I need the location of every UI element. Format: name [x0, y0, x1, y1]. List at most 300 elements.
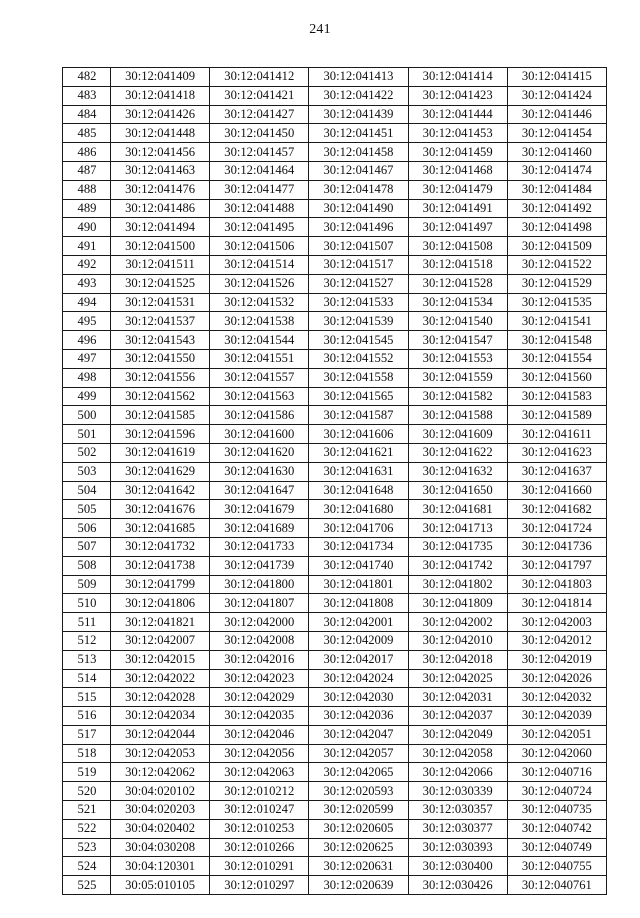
cadastral-number-cell: 30:12:041511 — [111, 255, 210, 274]
row-number-cell: 484 — [63, 105, 111, 124]
cadastral-number-cell: 30:12:041537 — [111, 312, 210, 331]
cadastral-number-cell: 30:12:041799 — [111, 575, 210, 594]
table-row — [63, 763, 607, 782]
cadastral-number-cell: 30:12:041660 — [507, 481, 606, 500]
row-number-cell: 495 — [63, 312, 111, 331]
cadastral-number-cell: 30:12:041418 — [111, 86, 210, 105]
cadastral-number-cell: 30:12:041540 — [408, 312, 507, 331]
row-number-cell: 494 — [63, 293, 111, 312]
cadastral-number-cell: 30:12:041680 — [309, 500, 408, 519]
cadastral-number-cell: 30:12:042029 — [210, 688, 309, 707]
row-number-cell: 518 — [63, 744, 111, 763]
cadastral-number-cell: 30:12:041474 — [507, 161, 606, 180]
cadastral-number-cell: 30:12:042060 — [507, 744, 606, 763]
cadastral-number-cell: 30:12:020605 — [309, 819, 408, 838]
cadastral-number-cell: 30:12:041559 — [408, 368, 507, 387]
cadastral-number-cell: 30:04:120301 — [111, 857, 210, 876]
table-row — [63, 293, 607, 312]
table-row — [63, 349, 607, 368]
cadastral-number-cell: 30:12:042058 — [408, 744, 507, 763]
cadastral-number-cell: 30:12:042007 — [111, 631, 210, 650]
table-row — [63, 105, 607, 124]
cadastral-number-cell: 30:12:041541 — [507, 312, 606, 331]
cadastral-number-cell: 30:12:041800 — [210, 575, 309, 594]
cadastral-number-cell: 30:12:041586 — [210, 406, 309, 425]
row-number-cell: 503 — [63, 462, 111, 481]
cadastral-number-cell: 30:12:040749 — [507, 838, 606, 857]
cadastral-number-cell: 30:12:030400 — [408, 857, 507, 876]
cadastral-number-cell: 30:12:041821 — [111, 613, 210, 632]
cadastral-number-cell: 30:12:041427 — [210, 105, 309, 124]
cadastral-number-cell: 30:05:010105 — [111, 876, 210, 895]
cadastral-number-cell: 30:12:041527 — [309, 274, 408, 293]
cadastral-number-cell: 30:12:030393 — [408, 838, 507, 857]
row-number-cell: 489 — [63, 199, 111, 218]
cadastral-number-cell: 30:12:041457 — [210, 143, 309, 162]
row-number-cell: 485 — [63, 124, 111, 143]
cadastral-number-cell: 30:12:042026 — [507, 669, 606, 688]
table-row — [63, 575, 607, 594]
cadastral-number-cell: 30:12:041588 — [408, 406, 507, 425]
table-row — [63, 143, 607, 162]
cadastral-number-cell: 30:12:042022 — [111, 669, 210, 688]
cadastral-number-cell: 30:12:042019 — [507, 650, 606, 669]
cadastral-number-cell: 30:12:020625 — [309, 838, 408, 857]
cadastral-number-cell: 30:12:041529 — [507, 274, 606, 293]
cadastral-number-cell: 30:12:041809 — [408, 594, 507, 613]
row-number-cell: 517 — [63, 725, 111, 744]
row-number-cell: 493 — [63, 274, 111, 293]
cadastral-number-cell: 30:12:041740 — [309, 556, 408, 575]
cadastral-number-cell: 30:12:042001 — [309, 613, 408, 632]
cadastral-number-cell: 30:12:042023 — [210, 669, 309, 688]
cadastral-number-cell: 30:12:041412 — [210, 68, 309, 87]
cadastral-number-cell: 30:12:041539 — [309, 312, 408, 331]
cadastral-number-cell: 30:12:040755 — [507, 857, 606, 876]
table-row — [63, 707, 607, 726]
cadastral-number-cell: 30:12:041682 — [507, 500, 606, 519]
cadastral-number-cell: 30:12:041424 — [507, 86, 606, 105]
cadastral-number-cell: 30:12:042032 — [507, 688, 606, 707]
cadastral-number-cell: 30:12:041551 — [210, 349, 309, 368]
row-number-cell: 492 — [63, 255, 111, 274]
row-number-cell: 487 — [63, 161, 111, 180]
row-number-cell: 521 — [63, 801, 111, 820]
cadastral-number-cell: 30:12:041609 — [408, 425, 507, 444]
cadastral-number-cell: 30:12:041532 — [210, 293, 309, 312]
cadastral-number-cell: 30:12:041814 — [507, 594, 606, 613]
cadastral-number-cell: 30:12:041738 — [111, 556, 210, 575]
cadastral-number-cell: 30:12:041450 — [210, 124, 309, 143]
cadastral-number-cell: 30:12:041732 — [111, 537, 210, 556]
cadastral-number-cell: 30:12:042034 — [111, 707, 210, 726]
cadastral-number-cell: 30:12:041479 — [408, 180, 507, 199]
cadastral-number-cell: 30:12:041490 — [309, 199, 408, 218]
table-row — [63, 312, 607, 331]
cadastral-number-cell: 30:12:041562 — [111, 387, 210, 406]
table-row — [63, 500, 607, 519]
cadastral-number-cell: 30:12:042016 — [210, 650, 309, 669]
cadastral-number-cell: 30:12:041631 — [309, 462, 408, 481]
cadastral-number-cell: 30:12:041550 — [111, 349, 210, 368]
cadastral-number-cell: 30:12:042049 — [408, 725, 507, 744]
cadastral-number-cell: 30:12:020593 — [309, 782, 408, 801]
cadastral-number-cell: 30:12:041689 — [210, 519, 309, 538]
cadastral-number-cell: 30:12:041685 — [111, 519, 210, 538]
cadastral-number-cell: 30:12:042053 — [111, 744, 210, 763]
cadastral-number-cell: 30:12:041534 — [408, 293, 507, 312]
table-row — [63, 782, 607, 801]
cadastral-number-cell: 30:12:041622 — [408, 443, 507, 462]
cadastral-number-cell: 30:12:010247 — [210, 801, 309, 820]
cadastral-number-cell: 30:12:041409 — [111, 68, 210, 87]
cadastral-number-cell: 30:12:041647 — [210, 481, 309, 500]
cadastral-number-cell: 30:12:010212 — [210, 782, 309, 801]
table-row — [63, 725, 607, 744]
cadastral-number-cell: 30:12:042017 — [309, 650, 408, 669]
cadastral-number-cell: 30:12:042015 — [111, 650, 210, 669]
table-row — [63, 462, 607, 481]
table-row — [63, 876, 607, 895]
cadastral-number-cell: 30:12:041544 — [210, 331, 309, 350]
cadastral-number-cell: 30:12:041448 — [111, 124, 210, 143]
cadastral-number-cell: 30:12:041676 — [111, 500, 210, 519]
cadastral-number-cell: 30:12:040761 — [507, 876, 606, 895]
cadastral-number-cell: 30:12:041526 — [210, 274, 309, 293]
cadastral-number-cell: 30:12:041557 — [210, 368, 309, 387]
cadastral-number-cell: 30:12:041560 — [507, 368, 606, 387]
cadastral-number-cell: 30:12:041679 — [210, 500, 309, 519]
cadastral-number-cell: 30:12:041423 — [408, 86, 507, 105]
cadastral-number-cell: 30:12:041558 — [309, 368, 408, 387]
cadastral-number-cell: 30:12:042051 — [507, 725, 606, 744]
cadastral-number-cell: 30:12:041706 — [309, 519, 408, 538]
cadastral-number-cell: 30:12:042010 — [408, 631, 507, 650]
cadastral-number-cell: 30:12:041458 — [309, 143, 408, 162]
cadastral-number-cell: 30:12:041552 — [309, 349, 408, 368]
cadastral-number-cell: 30:12:040742 — [507, 819, 606, 838]
cadastral-number-cell: 30:12:041637 — [507, 462, 606, 481]
cadastral-number-cell: 30:12:041585 — [111, 406, 210, 425]
cadastral-number-cell: 30:12:042035 — [210, 707, 309, 726]
cadastral-number-cell: 30:12:041421 — [210, 86, 309, 105]
cadastral-number-cell: 30:12:041548 — [507, 331, 606, 350]
cadastral-number-cell: 30:12:041797 — [507, 556, 606, 575]
cadastral-number-cell: 30:12:042012 — [507, 631, 606, 650]
cadastral-number-cell: 30:12:042047 — [309, 725, 408, 744]
table-row — [63, 124, 607, 143]
cadastral-number-cell: 30:12:042057 — [309, 744, 408, 763]
row-number-cell: 524 — [63, 857, 111, 876]
cadastral-number-cell: 30:12:042037 — [408, 707, 507, 726]
cadastral-number-cell: 30:12:030377 — [408, 819, 507, 838]
cadastral-number-cell: 30:12:041456 — [111, 143, 210, 162]
table-row — [63, 443, 607, 462]
cadastral-number-cell: 30:12:041734 — [309, 537, 408, 556]
cadastral-number-cell: 30:12:041508 — [408, 237, 507, 256]
cadastral-number-cell: 30:12:041630 — [210, 462, 309, 481]
cadastral-number-cell: 30:12:041611 — [507, 425, 606, 444]
table-row — [63, 801, 607, 820]
cadastral-number-cell: 30:12:041451 — [309, 124, 408, 143]
cadastral-number-cell: 30:12:040735 — [507, 801, 606, 820]
cadastral-number-cell: 30:12:041543 — [111, 331, 210, 350]
row-number-cell: 496 — [63, 331, 111, 350]
cadastral-number-cell: 30:12:042003 — [507, 613, 606, 632]
cadastral-number-cell: 30:12:041733 — [210, 537, 309, 556]
table-row — [63, 519, 607, 538]
cadastral-number-cell: 30:12:041484 — [507, 180, 606, 199]
cadastral-number-cell: 30:12:041507 — [309, 237, 408, 256]
cadastral-table — [62, 67, 607, 895]
cadastral-number-cell: 30:12:030426 — [408, 876, 507, 895]
cadastral-number-cell: 30:12:041476 — [111, 180, 210, 199]
cadastral-number-cell: 30:12:041518 — [408, 255, 507, 274]
cadastral-number-cell: 30:12:041478 — [309, 180, 408, 199]
cadastral-number-cell: 30:12:041620 — [210, 443, 309, 462]
cadastral-number-cell: 30:12:020599 — [309, 801, 408, 820]
row-number-cell: 497 — [63, 349, 111, 368]
cadastral-number-cell: 30:12:041459 — [408, 143, 507, 162]
cadastral-number-cell: 30:12:042044 — [111, 725, 210, 744]
table-row — [63, 631, 607, 650]
cadastral-number-cell: 30:12:041492 — [507, 199, 606, 218]
row-number-cell: 513 — [63, 650, 111, 669]
cadastral-number-cell: 30:12:041468 — [408, 161, 507, 180]
table-row — [63, 161, 607, 180]
cadastral-number-cell: 30:12:042066 — [408, 763, 507, 782]
page-number: 241 — [309, 22, 331, 37]
cadastral-number-cell: 30:12:041621 — [309, 443, 408, 462]
table-row — [63, 331, 607, 350]
row-number-cell: 509 — [63, 575, 111, 594]
cadastral-number-cell: 30:12:041629 — [111, 462, 210, 481]
table-row — [63, 368, 607, 387]
cadastral-number-cell: 30:12:041547 — [408, 331, 507, 350]
cadastral-number-cell: 30:04:030208 — [111, 838, 210, 857]
cadastral-number-cell: 30:04:020203 — [111, 801, 210, 820]
row-number-cell: 501 — [63, 425, 111, 444]
cadastral-number-cell: 30:12:041632 — [408, 462, 507, 481]
cadastral-number-cell: 30:12:041439 — [309, 105, 408, 124]
table-row — [63, 274, 607, 293]
cadastral-number-cell: 30:04:020102 — [111, 782, 210, 801]
row-number-cell: 525 — [63, 876, 111, 895]
cadastral-number-cell: 30:12:041413 — [309, 68, 408, 87]
cadastral-number-cell: 30:12:041495 — [210, 218, 309, 237]
cadastral-number-cell: 30:12:041514 — [210, 255, 309, 274]
row-number-cell: 490 — [63, 218, 111, 237]
cadastral-number-cell: 30:12:041739 — [210, 556, 309, 575]
cadastral-number-cell: 30:12:020639 — [309, 876, 408, 895]
cadastral-number-cell: 30:12:041498 — [507, 218, 606, 237]
row-number-cell: 507 — [63, 537, 111, 556]
cadastral-number-cell: 30:12:041596 — [111, 425, 210, 444]
table-row — [63, 838, 607, 857]
row-number-cell: 514 — [63, 669, 111, 688]
cadastral-number-cell: 30:12:041724 — [507, 519, 606, 538]
cadastral-number-cell: 30:12:041477 — [210, 180, 309, 199]
cadastral-number-cell: 30:12:041415 — [507, 68, 606, 87]
cadastral-number-cell: 30:12:041556 — [111, 368, 210, 387]
cadastral-number-cell: 30:12:041467 — [309, 161, 408, 180]
cadastral-number-cell: 30:12:041444 — [408, 105, 507, 124]
table-row — [63, 218, 607, 237]
cadastral-number-cell: 30:12:041801 — [309, 575, 408, 594]
row-number-cell: 500 — [63, 406, 111, 425]
cadastral-number-cell: 30:12:041486 — [111, 199, 210, 218]
table-row — [63, 744, 607, 763]
cadastral-number-cell: 30:12:041606 — [309, 425, 408, 444]
cadastral-number-cell: 30:12:041648 — [309, 481, 408, 500]
cadastral-number-cell: 30:12:041533 — [309, 293, 408, 312]
row-number-cell: 515 — [63, 688, 111, 707]
cadastral-number-cell: 30:12:042000 — [210, 613, 309, 632]
row-number-cell: 523 — [63, 838, 111, 857]
table-row — [63, 68, 607, 87]
cadastral-number-cell: 30:12:010291 — [210, 857, 309, 876]
cadastral-number-cell: 30:12:041736 — [507, 537, 606, 556]
cadastral-number-cell: 30:12:041414 — [408, 68, 507, 87]
cadastral-table-container — [62, 67, 607, 895]
cadastral-number-cell: 30:12:041491 — [408, 199, 507, 218]
cadastral-number-cell: 30:12:040716 — [507, 763, 606, 782]
row-number-cell: 508 — [63, 556, 111, 575]
cadastral-number-cell: 30:12:010253 — [210, 819, 309, 838]
cadastral-number-cell: 30:12:042024 — [309, 669, 408, 688]
table-row — [63, 819, 607, 838]
cadastral-number-cell: 30:12:041538 — [210, 312, 309, 331]
cadastral-number-cell: 30:12:041642 — [111, 481, 210, 500]
table-row — [63, 425, 607, 444]
cadastral-number-cell: 30:12:041454 — [507, 124, 606, 143]
cadastral-number-cell: 30:12:041463 — [111, 161, 210, 180]
cadastral-number-cell: 30:12:041497 — [408, 218, 507, 237]
cadastral-number-cell: 30:12:030357 — [408, 801, 507, 820]
table-row — [63, 406, 607, 425]
cadastral-number-cell: 30:12:041545 — [309, 331, 408, 350]
cadastral-number-cell: 30:12:042025 — [408, 669, 507, 688]
table-row — [63, 237, 607, 256]
cadastral-number-cell: 30:12:041742 — [408, 556, 507, 575]
row-number-cell: 486 — [63, 143, 111, 162]
cadastral-number-cell: 30:12:041525 — [111, 274, 210, 293]
cadastral-number-cell: 30:12:041426 — [111, 105, 210, 124]
cadastral-number-cell: 30:12:042065 — [309, 763, 408, 782]
cadastral-number-cell: 30:12:041650 — [408, 481, 507, 500]
row-number-cell: 499 — [63, 387, 111, 406]
cadastral-number-cell: 30:12:041453 — [408, 124, 507, 143]
cadastral-number-cell: 30:12:041500 — [111, 237, 210, 256]
cadastral-number-cell: 30:12:041422 — [309, 86, 408, 105]
cadastral-number-cell: 30:12:030339 — [408, 782, 507, 801]
cadastral-number-cell: 30:12:041803 — [507, 575, 606, 594]
cadastral-number-cell: 30:12:041517 — [309, 255, 408, 274]
row-number-cell: 502 — [63, 443, 111, 462]
table-row — [63, 650, 607, 669]
cadastral-number-cell: 30:12:042028 — [111, 688, 210, 707]
row-number-cell: 498 — [63, 368, 111, 387]
cadastral-number-cell: 30:12:041681 — [408, 500, 507, 519]
row-number-cell: 505 — [63, 500, 111, 519]
cadastral-number-cell: 30:12:041494 — [111, 218, 210, 237]
row-number-cell: 516 — [63, 707, 111, 726]
table-row — [63, 481, 607, 500]
cadastral-number-cell: 30:12:041623 — [507, 443, 606, 462]
cadastral-number-cell: 30:12:042008 — [210, 631, 309, 650]
row-number-cell: 512 — [63, 631, 111, 650]
cadastral-number-cell: 30:12:041446 — [507, 105, 606, 124]
cadastral-number-cell: 30:12:042063 — [210, 763, 309, 782]
table-row — [63, 255, 607, 274]
cadastral-number-cell: 30:12:041554 — [507, 349, 606, 368]
cadastral-number-cell: 30:12:040724 — [507, 782, 606, 801]
cadastral-number-cell: 30:12:042046 — [210, 725, 309, 744]
cadastral-number-cell: 30:12:041522 — [507, 255, 606, 274]
cadastral-number-cell: 30:12:041589 — [507, 406, 606, 425]
cadastral-number-cell: 30:12:041619 — [111, 443, 210, 462]
cadastral-number-cell: 30:12:041582 — [408, 387, 507, 406]
cadastral-number-cell: 30:12:041600 — [210, 425, 309, 444]
cadastral-number-cell: 30:04:020402 — [111, 819, 210, 838]
cadastral-number-cell: 30:12:041506 — [210, 237, 309, 256]
cadastral-number-cell: 30:12:041802 — [408, 575, 507, 594]
row-number-cell: 482 — [63, 68, 111, 87]
row-number-cell: 488 — [63, 180, 111, 199]
cadastral-number-cell: 30:12:042062 — [111, 763, 210, 782]
cadastral-number-cell: 30:12:041587 — [309, 406, 408, 425]
cadastral-number-cell: 30:12:041553 — [408, 349, 507, 368]
cadastral-number-cell: 30:12:010266 — [210, 838, 309, 857]
table-body — [63, 68, 607, 895]
cadastral-number-cell: 30:12:041583 — [507, 387, 606, 406]
cadastral-number-cell: 30:12:010297 — [210, 876, 309, 895]
cadastral-number-cell: 30:12:041807 — [210, 594, 309, 613]
table-row — [63, 688, 607, 707]
cadastral-number-cell: 30:12:042031 — [408, 688, 507, 707]
cadastral-number-cell: 30:12:041565 — [309, 387, 408, 406]
table-row — [63, 594, 607, 613]
cadastral-number-cell: 30:12:041713 — [408, 519, 507, 538]
cadastral-number-cell: 30:12:041735 — [408, 537, 507, 556]
cadastral-number-cell: 30:12:041488 — [210, 199, 309, 218]
cadastral-number-cell: 30:12:042036 — [309, 707, 408, 726]
cadastral-number-cell: 30:12:041535 — [507, 293, 606, 312]
row-number-cell: 510 — [63, 594, 111, 613]
row-number-cell: 506 — [63, 519, 111, 538]
cadastral-number-cell: 30:12:042039 — [507, 707, 606, 726]
cadastral-number-cell: 30:12:042018 — [408, 650, 507, 669]
cadastral-number-cell: 30:12:041806 — [111, 594, 210, 613]
table-row — [63, 86, 607, 105]
row-number-cell: 511 — [63, 613, 111, 632]
table-row — [63, 537, 607, 556]
row-number-cell: 522 — [63, 819, 111, 838]
cadastral-number-cell: 30:12:041464 — [210, 161, 309, 180]
cadastral-number-cell: 30:12:042056 — [210, 744, 309, 763]
table-row — [63, 556, 607, 575]
table-row — [63, 199, 607, 218]
cadastral-number-cell: 30:12:042009 — [309, 631, 408, 650]
cadastral-number-cell: 30:12:041460 — [507, 143, 606, 162]
cadastral-number-cell: 30:12:042002 — [408, 613, 507, 632]
row-number-cell: 519 — [63, 763, 111, 782]
row-number-cell: 491 — [63, 237, 111, 256]
cadastral-number-cell: 30:12:042030 — [309, 688, 408, 707]
row-number-cell: 504 — [63, 481, 111, 500]
table-row — [63, 857, 607, 876]
table-row — [63, 613, 607, 632]
